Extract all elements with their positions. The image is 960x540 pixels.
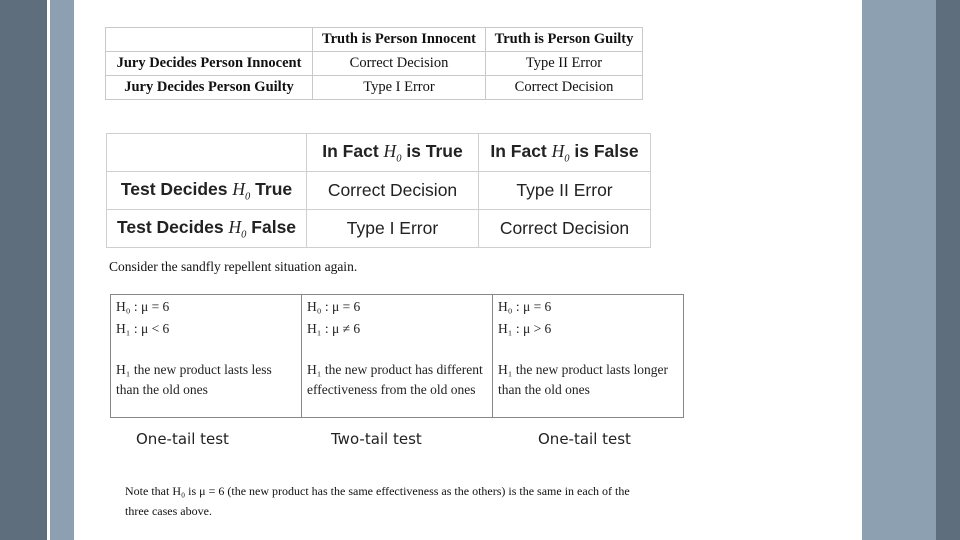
hypothesis-description: H₁ the new product has different effectiveness from the old ones: [307, 362, 483, 397]
slide-frame-right-light: [862, 0, 936, 540]
test-decision-table: [106, 133, 651, 248]
null-hypothesis: H₀ : μ = 6: [116, 299, 170, 314]
table-header-row: [106, 28, 643, 52]
header-text: In Fact: [322, 140, 379, 161]
hypothesis-cell-right-tail: [493, 295, 684, 418]
h0-symbol: $H_0$: [232, 178, 251, 203]
hypothesis-description: H₁ the new product lasts longer than the old ones: [498, 362, 669, 397]
h0-symbol: $H_0$: [551, 140, 570, 165]
table-cell: Type I Error: [313, 76, 486, 100]
row-label: Jury Decides Person Guilty: [106, 76, 313, 100]
table-row: [111, 295, 684, 418]
slide-frame-left-light: [50, 0, 74, 540]
null-hypothesis: H₀ : μ = 6: [307, 299, 361, 314]
tail-label-one-tail-left: One-tail test: [136, 430, 229, 448]
h0-symbol: $H_0$: [228, 216, 247, 241]
table-row: [107, 172, 651, 210]
table-cell: Correct Decision: [307, 172, 479, 210]
table-row: [106, 52, 643, 76]
jury-decision-table: [105, 27, 643, 100]
header-cell-h0-false: [479, 134, 651, 172]
hypothesis-description: H₁ the new product lasts less than the old ones: [116, 362, 272, 397]
table-header-row: [107, 134, 651, 172]
table-cell: Type I Error: [307, 210, 479, 248]
null-hypothesis: H₀ : μ = 6: [498, 299, 552, 314]
header-text: is False: [574, 140, 639, 161]
note-text: Note that H₀ is μ = 6 (the new product has the same effectiveness as the others) is the same in each of the three cases above.: [125, 484, 630, 518]
row-label-text: Test Decides: [116, 216, 224, 237]
consider-text: Consider the sandfly repellent situation again.: [109, 259, 358, 274]
table-cell: Type II Error: [479, 172, 651, 210]
header-cell-empty: [106, 28, 313, 52]
header-text: is True: [406, 140, 463, 161]
alternative-hypothesis: H₁ : μ < 6: [116, 321, 170, 336]
header-cell-innocent: Truth is Person Innocent: [313, 28, 486, 52]
table-cell: Correct Decision: [479, 210, 651, 248]
row-label-text: False: [251, 216, 297, 237]
tail-label-two-tail: Two-tail test: [331, 430, 422, 448]
slide-frame-left-dark: [0, 0, 47, 540]
row-label-text: Test Decides: [120, 178, 228, 199]
hypothesis-cell-two-tail: [302, 295, 493, 418]
hypotheses-table: [110, 294, 684, 418]
row-label-text: True: [255, 178, 293, 199]
row-label: Jury Decides Person Innocent: [106, 52, 313, 76]
table-row: [107, 210, 651, 248]
table-cell: Correct Decision: [486, 76, 643, 100]
h0-symbol: $H_0$: [383, 140, 402, 165]
table-cell: Type II Error: [486, 52, 643, 76]
header-cell-h0-true: [307, 134, 479, 172]
row-label-decides-true: [107, 172, 307, 210]
slide-frame-right-dark: [936, 0, 960, 540]
alternative-hypothesis: H₁ : μ > 6: [498, 321, 552, 336]
alternative-hypothesis: H₁ : μ ≠ 6: [307, 321, 361, 336]
table-cell: Correct Decision: [313, 52, 486, 76]
table-row: [106, 76, 643, 100]
header-cell-empty: [107, 134, 307, 172]
header-text: In Fact: [490, 140, 547, 161]
tail-label-one-tail-right: One-tail test: [538, 430, 631, 448]
hypothesis-cell-left-tail: [111, 295, 302, 418]
header-cell-guilty: Truth is Person Guilty: [486, 28, 643, 52]
row-label-decides-false: [107, 210, 307, 248]
